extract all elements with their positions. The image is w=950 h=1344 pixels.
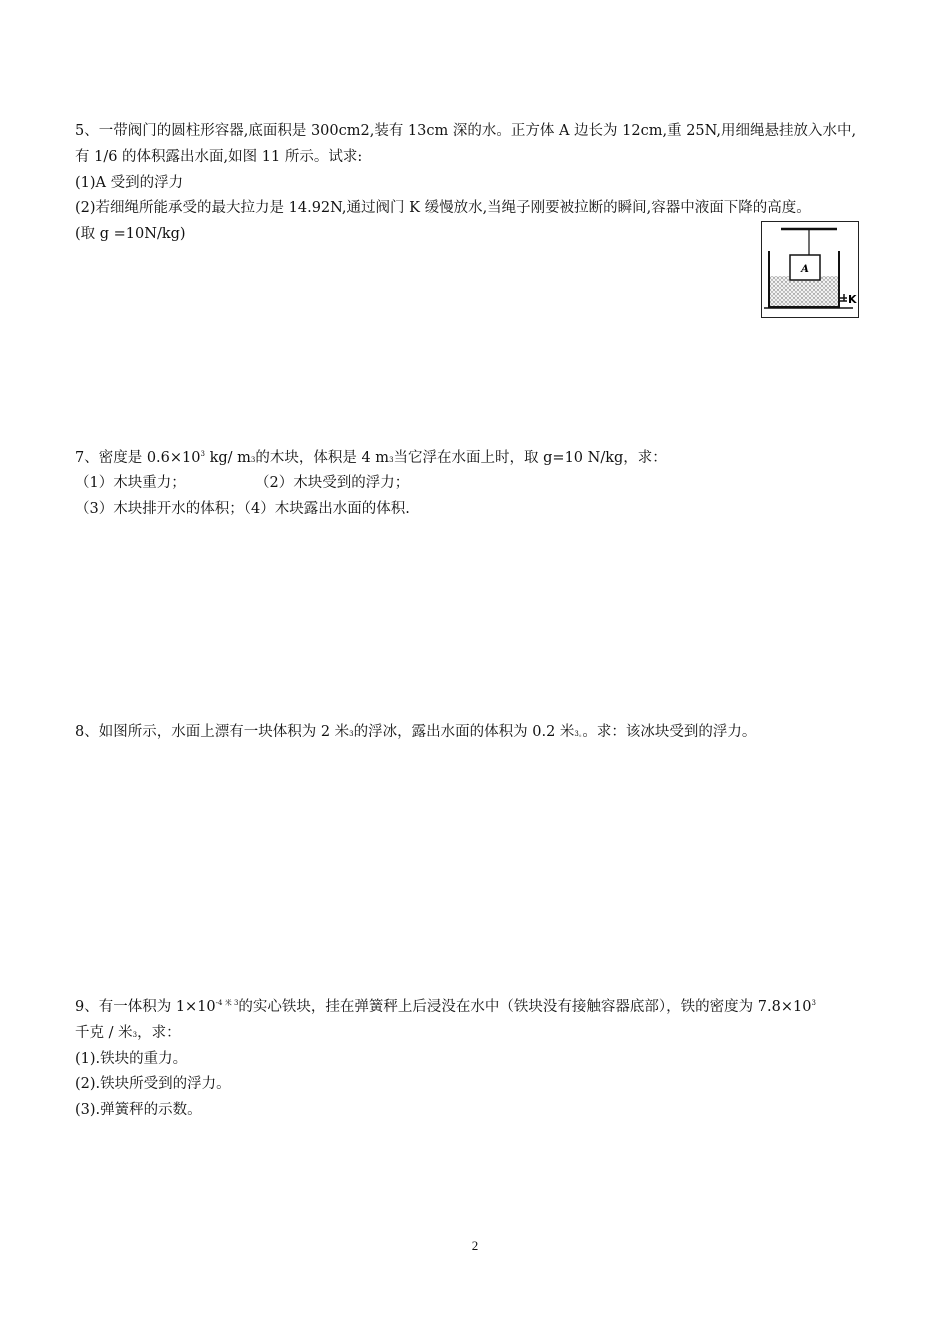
q7-item-1: （1）木块重力； [75, 475, 186, 491]
q9-item-1: (1).铁块的重力。 [75, 1051, 188, 1067]
container-figure [761, 221, 859, 318]
q7-line-2 [75, 476, 409, 491]
block-a-label: A [801, 264, 809, 275]
q9-item-3: (3).弹簧秤的示数。 [75, 1102, 202, 1118]
page-number: 2 [471, 1238, 479, 1253]
q9-line-2: 千克 / 米3，求： [75, 1025, 181, 1041]
q5-line-5: (取 g =10N/kg) [75, 226, 186, 242]
q5-line-2: 有 1/6 的体积露出水面,如图 11 所示。试求: [75, 149, 363, 165]
q9-item-2: (2).铁块所受到的浮力。 [75, 1076, 231, 1092]
q5-line-1: 5、一带阀门的圆柱形容器,底面积是 300cm2,装有 13cm 深的水。正方体 A 边长为 12cm,重 25N,用细绳悬挂放入水中, [75, 123, 857, 139]
q8-line-1: 8、如图所示，水面上漂有一块体积为 2 米3的浮冰，露出水面的体积为 0.2 米3。。求：该冰块受到的浮力。 [75, 724, 757, 740]
q9-line-1: 9、有一体积为 $1\times 10^{-4 米 3}$的实心铁块，挂在弹簧秤上后浸没在水中（铁块没有接触容器底部），铁的密度为 $7.8\times 10^3$ [75, 999, 816, 1015]
valve-k-label: K [848, 293, 857, 306]
q7-item-2: （2）木块受到的浮力； [255, 475, 410, 491]
q7-line-1: 7、密度是 $0.6\times 10^3$ kg/ m3的木块，体积是 4 m3当它浮在水面上时，取 g=10 N/kg，求： [75, 450, 667, 466]
q5-line-4: (2)若细绳所能承受的最大拉力是 14.92N,通过阀门 K 缓慢放水,当绳子刚要被拉断的瞬间,容器中液面下降的高度。 [75, 200, 811, 216]
q5-line-3: (1)A 受到的浮力 [75, 175, 184, 191]
q7-line-3: （3）木块排开水的体积；（4）木块露出水面的体积. [75, 501, 410, 517]
